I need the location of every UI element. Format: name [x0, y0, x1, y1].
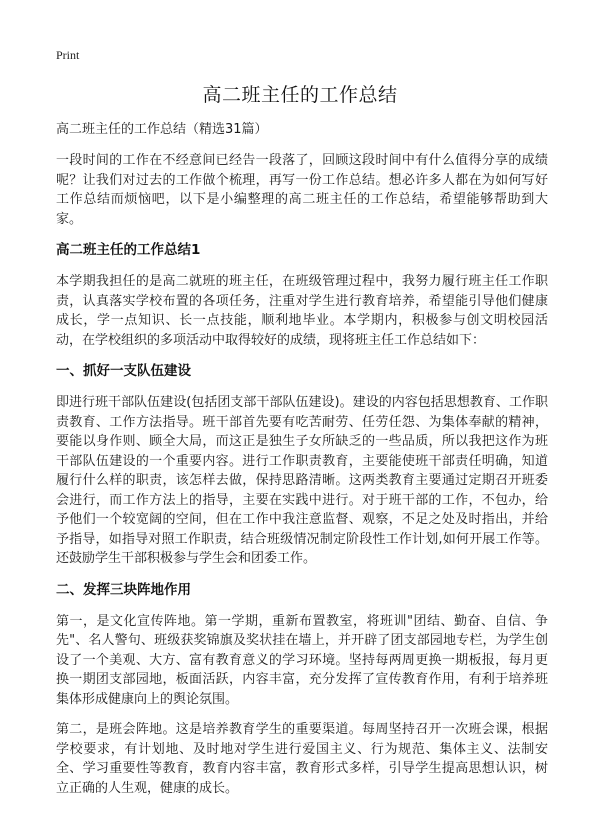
section-2-paragraph-2: 第二，是班会阵地。这是培养教育学生的重要渠道。每周坚持召开一次班会课，根据学校要求，有计划地、及时地对学生进行爱国主义、行为规范、集体主义、法制安全、学习重要性等教育，教育内容丰富，教育形式多样，引导学生提高思想认识，树立正确的人生观，健康的成长。 — [56, 722, 548, 796]
page-title: 高二班主任的工作总结 — [202, 84, 398, 106]
document-subtitle: 高二班主任的工作总结（精选31篇） — [56, 122, 268, 137]
section-heading-1: 一、抓好一支队伍建设 — [56, 363, 191, 379]
section-2-paragraph-1: 第一，是文化宣传阵地。第一学期，重新布置教室，将班训"团结、勤奋、自信、争先"、名人警句、班级获奖锦旗及奖状挂在墙上，并开辟了团支部园地专栏，为学生创设了一个美观、大方、富有教育意义的学习环境。坚持每两周更换一期板报，每月更换一期团支部园地，板面活跃，内容丰富，充分发挥了宣传教育作用，有利于培养班集体形成健康向上的舆论氛围。 — [56, 613, 548, 707]
article-heading: 高二班主任的工作总结1 — [56, 242, 201, 258]
article-intro-paragraph: 本学期我担任的是高二就班的班主任，在班级管理过程中，我努力履行班主任工作职责，认真落实学校布置的各项任务，注重对学生进行教育培养，希望能引导他们健康成长，学一点知识、长一点技能，顺利地毕业。本学期内，积极参与创文明校园活动，在学校组织的多项活动中取得较好的成绩，现将班主任工作总结如下： — [56, 274, 548, 348]
intro-paragraph: 一段时间的工作在不经意间已经告一段落了，回顾这段时间中有什么值得分享的成绩呢？让我们对过去的工作做个梳理，再写一份工作总结。想必许多人都在为如何写好工作总结而烦恼吧，以下是小编整理的高二班主任的工作总结，希望能够帮助到大家。 — [56, 153, 548, 227]
section-1-paragraph: 即进行班干部队伍建设(包括团支部干部队伍建设)。建设的内容包括思想教育、工作职责教育、工作方法指导。班干部首先要有吃苦耐劳、任劳任怨、为集体奉献的精神，要能以身作则、顾全大局，而这正是独生子女所缺乏的一些品质，所以我把这作为班干部队伍建设的一个重要内容。进行工作职责教育，主要能使班干部责任明确，知道履行什么样的职责，该怎样去做，保持思路清晰。这两类教育主要通过定期召开班委会进行，而工作方法上的指导，主要在实践中进行。对于班干部的工作，不包办，给予他们一个较宽阔的空间，但在工作中我注意监督、观察，不足之处及时指出，并给予指导，如指导对照工作职责，结合班级情况制定阶段性工作计划,如何开展工作等。还鼓励学生干部积极参与学生会和团委工作。 — [56, 395, 548, 566]
document-body — [56, 121, 548, 809]
section-heading-2: 二、发挥三块阵地作用 — [56, 581, 191, 598]
print-link[interactable]: Print — [56, 48, 80, 62]
